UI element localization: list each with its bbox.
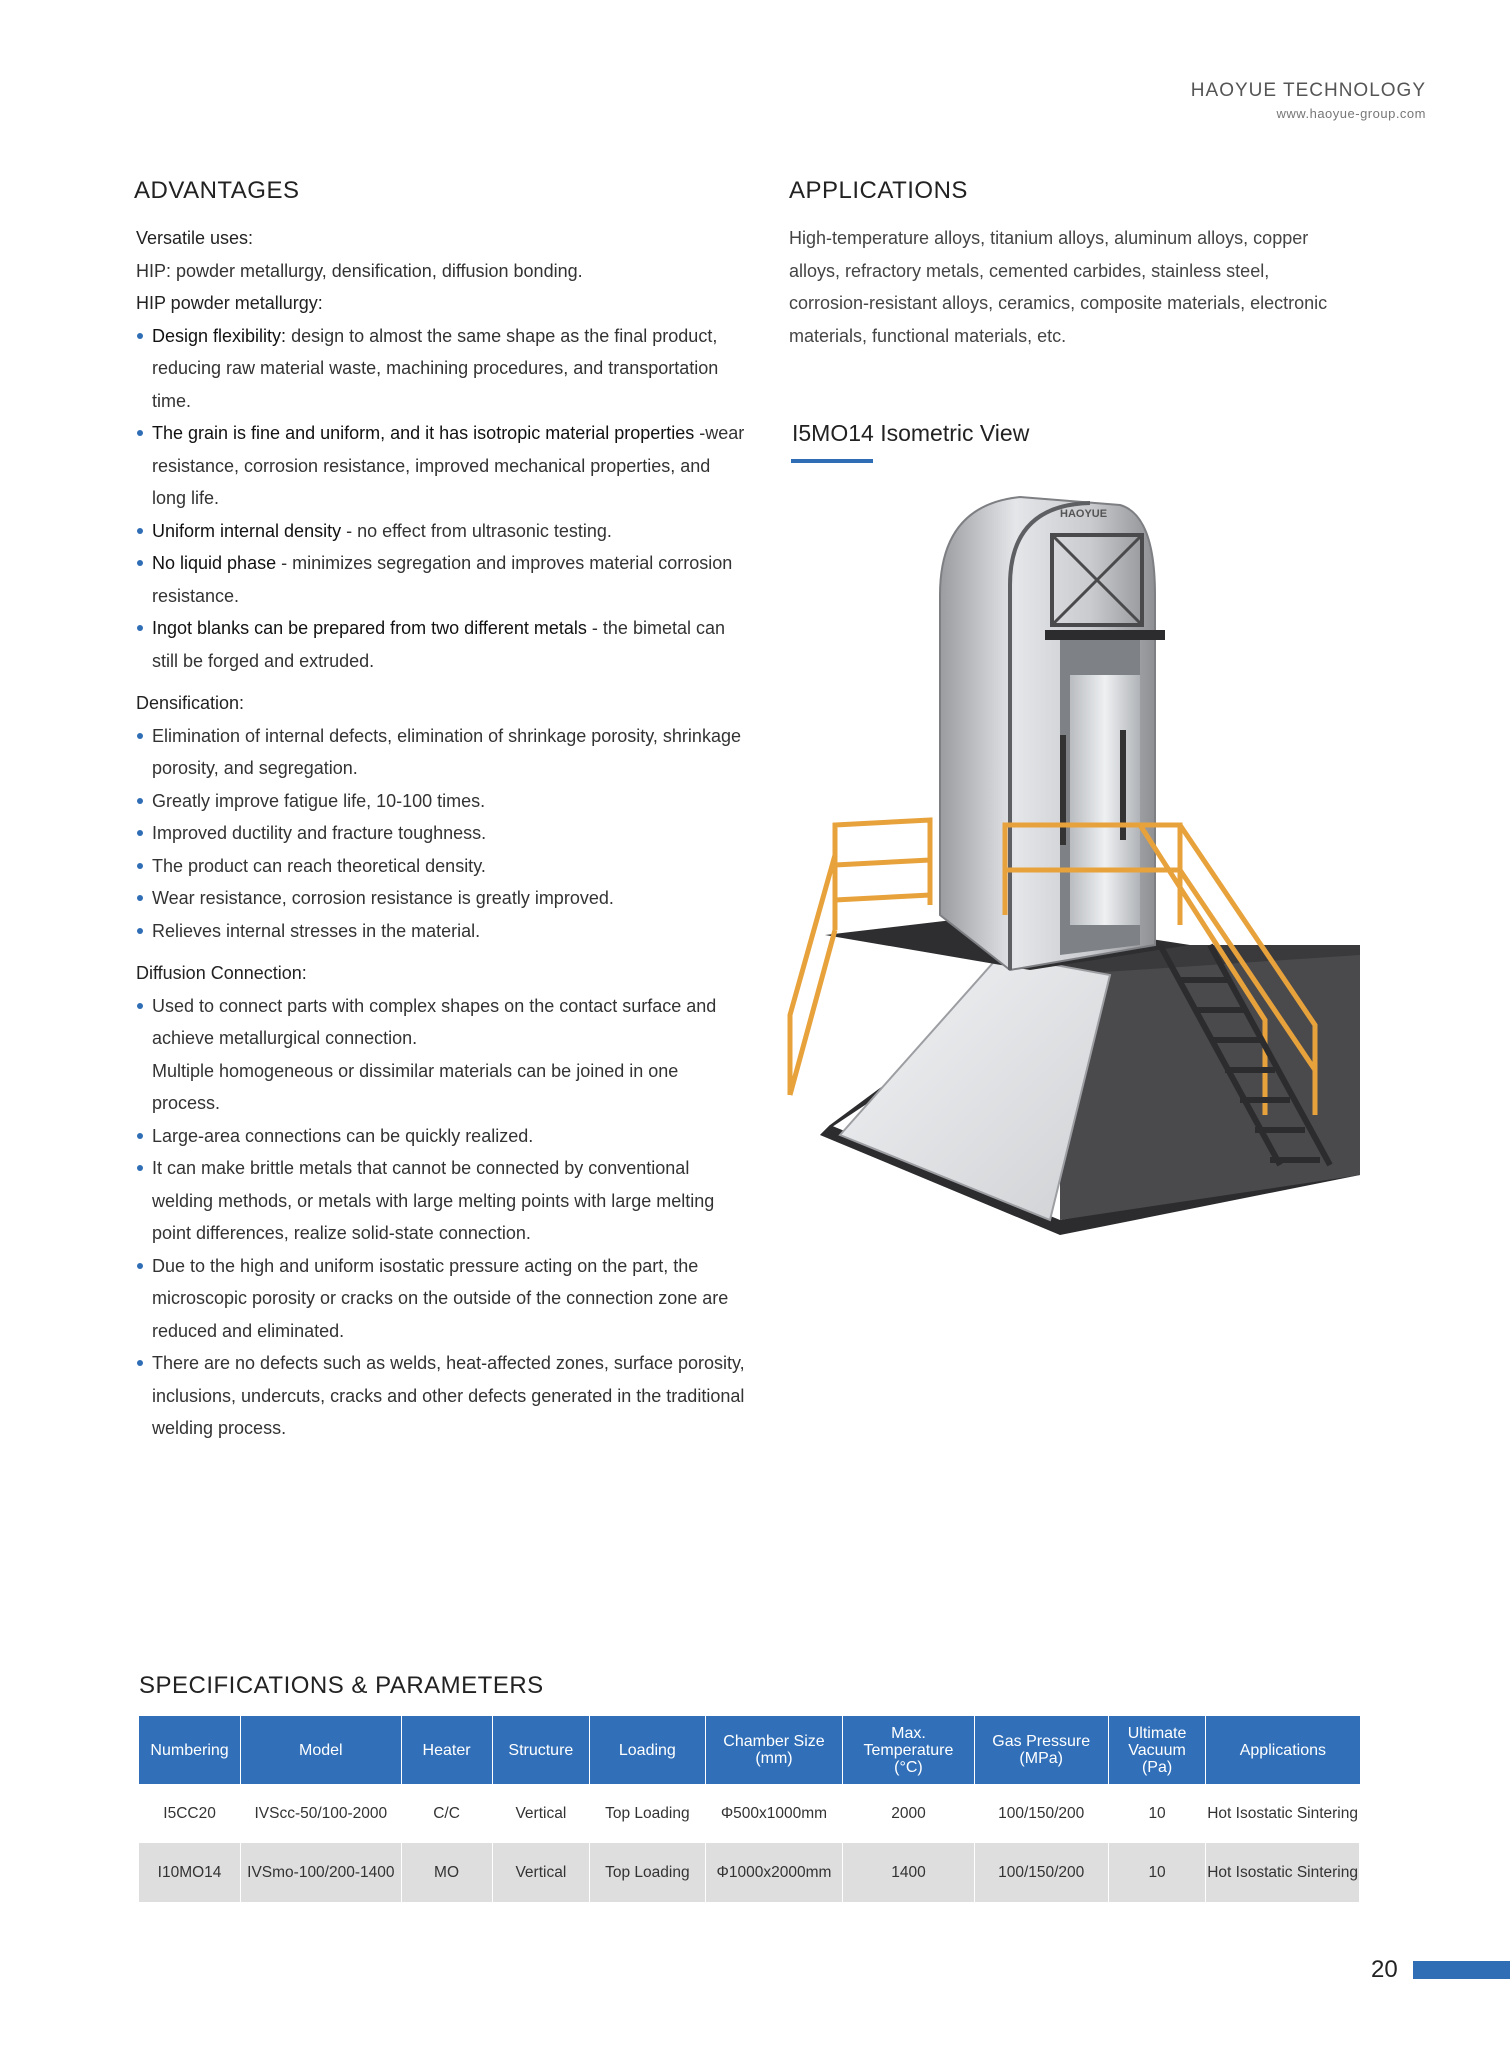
isometric-title: I5MO14 Isometric View bbox=[792, 420, 1030, 446]
advantages-heading: ADVANTAGES bbox=[134, 177, 300, 204]
table-cell: I5CC20 bbox=[139, 1784, 241, 1843]
hip-prefix: HIP: bbox=[136, 260, 172, 281]
specs-heading: SPECIFICATIONS & PARAMETERS bbox=[139, 1672, 544, 1699]
diffusion-label: Diffusion Connection: bbox=[136, 963, 307, 983]
list-item: Elimination of internal defects, elimination of shrinkage porosity, shrinkage porosity, and segregation. bbox=[136, 720, 746, 785]
page-accent-bar bbox=[1413, 1961, 1510, 1979]
list-item: Relieves internal stresses in the material. bbox=[136, 915, 746, 948]
table-cell: C/C bbox=[401, 1784, 492, 1843]
list-item bbox=[136, 990, 746, 1120]
col-header: Ultimate Vacuum (Pa) bbox=[1108, 1716, 1205, 1784]
densification-label: Densification: bbox=[136, 693, 245, 713]
company-name: HAOYUE TECHNOLOGY bbox=[1190, 80, 1426, 101]
table-row bbox=[139, 1843, 1360, 1902]
col-header: Numbering bbox=[139, 1716, 241, 1784]
item-text: - no effect from ultrasonic testing. bbox=[341, 520, 612, 541]
table-cell: Top Loading bbox=[590, 1784, 705, 1843]
item-text: - minimizes segregation and improves material corrosion resistance. bbox=[152, 553, 733, 606]
list-item: Greatly improve fatigue life, 10-100 times. bbox=[136, 785, 746, 818]
list-item bbox=[136, 612, 746, 677]
item-extra: Multiple homogeneous or dissimilar materials can be joined in one process. bbox=[152, 1060, 679, 1113]
diffusion-list bbox=[136, 990, 746, 1445]
table-cell: I10MO14 bbox=[139, 1843, 241, 1902]
applications-heading: APPLICATIONS bbox=[789, 177, 968, 204]
list-item: There are no defects such as welds, heat-affected zones, surface porosity, inclusions, undercuts, cracks and other defects generated in the traditional welding process. bbox=[136, 1347, 746, 1445]
table-cell: Vertical bbox=[492, 1843, 590, 1902]
table-cell: Hot Isostatic Sintering bbox=[1206, 1784, 1360, 1843]
col-header: Gas Pressure (MPa) bbox=[974, 1716, 1108, 1784]
company-website[interactable]: www.haoyue-group.com bbox=[1276, 106, 1426, 121]
table-cell: MO bbox=[401, 1843, 492, 1902]
list-item: It can make brittle metals that cannot be connected by conventional welding methods, or metals with large melting points with large melting point differences, realize solid-state connection. bbox=[136, 1152, 746, 1250]
item-bold: Design flexibility: bbox=[152, 325, 287, 346]
list-item: Wear resistance, corrosion resistance is greatly improved. bbox=[136, 882, 746, 915]
table-cell: 1400 bbox=[843, 1843, 974, 1902]
col-header: Max. Temperature (°C) bbox=[843, 1716, 974, 1784]
applications-text: High-temperature alloys, titanium alloys, aluminum alloys, copper alloys, refractory metals, cemented carbides, stainless steel, corrosion-resistant alloys, ceramics, composite materials, electronic materials, functional materials, etc. bbox=[789, 228, 1328, 346]
item-text: - the bimetal can still be forged and extruded. bbox=[152, 618, 725, 671]
table-cell: Hot Isostatic Sintering bbox=[1206, 1843, 1360, 1902]
pm-list bbox=[136, 320, 746, 678]
item-text: design to almost the same shape as the final product, reducing raw material waste, machining procedures, and transportation time. bbox=[152, 325, 719, 411]
item-bold: Uniform internal density bbox=[152, 520, 342, 541]
table-cell: 10 bbox=[1108, 1784, 1205, 1843]
col-header: Loading bbox=[590, 1716, 705, 1784]
item-text: Used to connect parts with complex shapes on the contact surface and achieve metallurgical connection. bbox=[152, 995, 717, 1048]
item-bold: The grain is fine and uniform, and it has isotropic material properties bbox=[152, 423, 695, 443]
table-cell: Φ500x1000mm bbox=[705, 1784, 843, 1843]
advantages-section bbox=[136, 222, 746, 1455]
item-text: -wear resistance, corrosion resistance, improved mechanical properties, and long life. bbox=[152, 423, 745, 508]
list-item bbox=[136, 515, 746, 548]
table-header-row bbox=[139, 1716, 1360, 1784]
table-row bbox=[139, 1784, 1360, 1843]
table-cell: Vertical bbox=[492, 1784, 590, 1843]
machine-logo: HAOYUE bbox=[1060, 508, 1108, 520]
item-bold: Ingot blanks can be prepared from two different metals bbox=[152, 618, 587, 638]
versatile-label: Versatile uses: bbox=[136, 228, 254, 248]
col-header: Structure bbox=[492, 1716, 590, 1784]
col-header: Heater bbox=[401, 1716, 492, 1784]
hip-machine-illustration bbox=[760, 475, 1390, 1245]
table-cell: 100/150/200 bbox=[974, 1784, 1108, 1843]
densification-list bbox=[136, 720, 746, 948]
col-header: Applications bbox=[1206, 1716, 1360, 1784]
col-header: Chamber Size (mm) bbox=[705, 1716, 843, 1784]
list-item: Large-area connections can be quickly realized. bbox=[136, 1120, 746, 1153]
list-item bbox=[136, 417, 746, 515]
hip-pm-label: HIP powder metallurgy: bbox=[136, 293, 323, 313]
page-number: 20 bbox=[1371, 1956, 1398, 1983]
list-item: The product can reach theoretical density. bbox=[136, 850, 746, 883]
table-cell: IVScc-50/100-2000 bbox=[241, 1784, 401, 1843]
list-item: Improved ductility and fracture toughness. bbox=[136, 817, 746, 850]
table-cell: Top Loading bbox=[590, 1843, 705, 1902]
list-item bbox=[136, 320, 746, 418]
title-underline bbox=[791, 459, 873, 463]
item-bold: No liquid phase bbox=[152, 553, 277, 573]
col-header: Model bbox=[241, 1716, 401, 1784]
hip-text: powder metallurgy, densification, diffusion bonding. bbox=[171, 260, 583, 281]
table-cell: 100/150/200 bbox=[974, 1843, 1108, 1902]
specs-table bbox=[139, 1716, 1360, 1902]
list-item bbox=[136, 547, 746, 612]
list-item: Due to the high and uniform isostatic pressure acting on the part, the microscopic porosity or cracks on the outside of the connection zone are reduced and eliminated. bbox=[136, 1250, 746, 1348]
brand-header bbox=[1191, 80, 1426, 121]
table-cell: Φ1000x2000mm bbox=[705, 1843, 843, 1902]
table-cell: 10 bbox=[1108, 1843, 1205, 1902]
table-cell: 2000 bbox=[843, 1784, 974, 1843]
table-cell: IVSmo-100/200-1400 bbox=[241, 1843, 401, 1902]
tower bbox=[940, 497, 1165, 970]
hip-line bbox=[136, 255, 746, 288]
